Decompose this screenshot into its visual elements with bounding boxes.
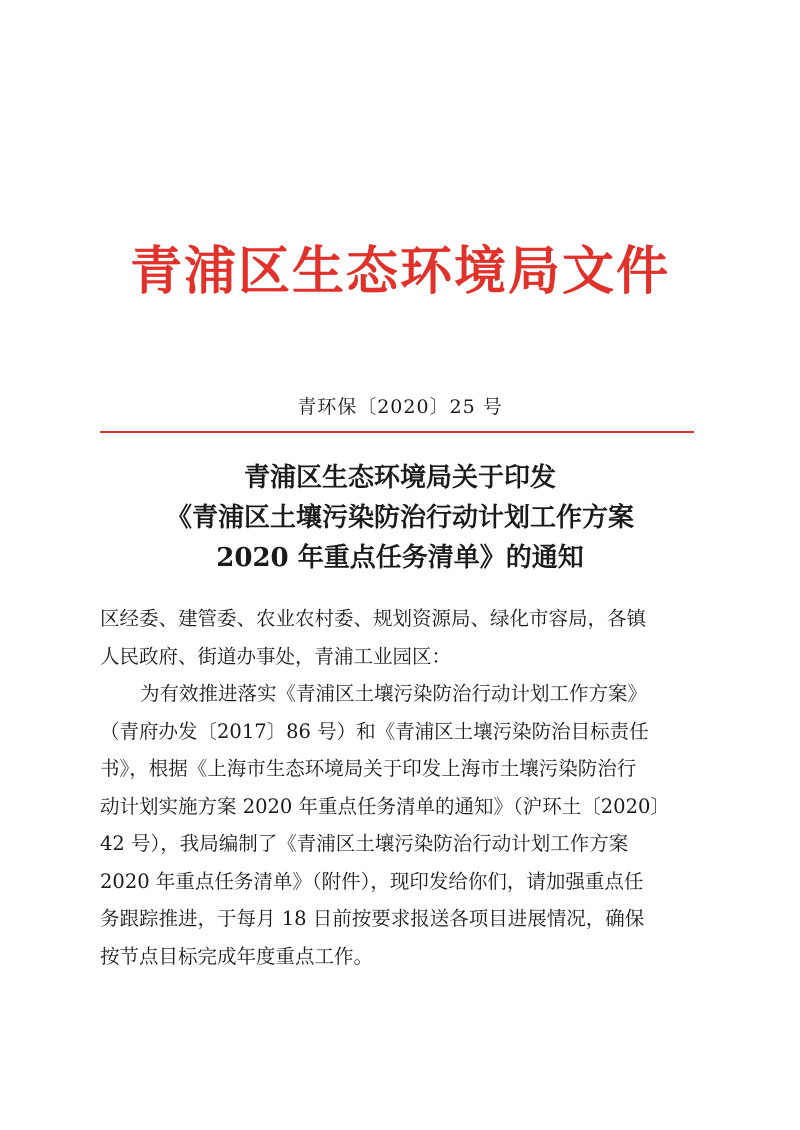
paragraph-line: 书》，根据《上海市生态环境局关于印发上海市土壤污染防治行 <box>100 757 637 780</box>
paragraph-line: 务跟踪推进，于每月 18 日前按要求报送各项目进展情况，确保 <box>100 907 645 930</box>
notice-body <box>100 600 700 975</box>
notice-title <box>0 458 800 578</box>
paragraph-line: 动计划实施方案 2020 年重点任务清单的通知》（沪环土〔2020〕 <box>100 794 670 818</box>
paragraph-line: （青府办发〔2017〕86 号）和《青浦区土壤污染防治目标责任 <box>100 719 649 743</box>
red-divider <box>100 431 694 433</box>
paragraph-line: 为有效推进落实《青浦区土壤污染防治行动计划工作方案》 <box>140 682 648 705</box>
paragraph-line: 42 号），我局编制了《青浦区土壤污染防治行动计划工作方案 <box>100 832 629 855</box>
notice-title-line-3: 2020 年重点任务清单》的通知 <box>216 543 584 573</box>
paragraph-line: 2020 年重点任务清单》（附件），现印发给你们，请加强重点任 <box>100 869 644 893</box>
recipients-line-1: 区经委、建管委、农业农村委、规划资源局、绿化市容局，各镇 <box>100 607 647 630</box>
paragraph-line: 按节点目标完成年度重点工作。 <box>100 944 374 968</box>
notice-title-line-2: 《青浦区土壤污染防治行动计划工作方案 <box>165 503 634 533</box>
notice-title-line-1: 青浦区生态环境局关于印发 <box>243 463 556 493</box>
document-number: 青环保〔2020〕25 号 <box>297 396 503 418</box>
recipients-line-2: 人民政府、街道办事处，青浦工业园区： <box>100 644 452 668</box>
document-header-title: 青浦区生态环境局文件 <box>129 241 670 302</box>
